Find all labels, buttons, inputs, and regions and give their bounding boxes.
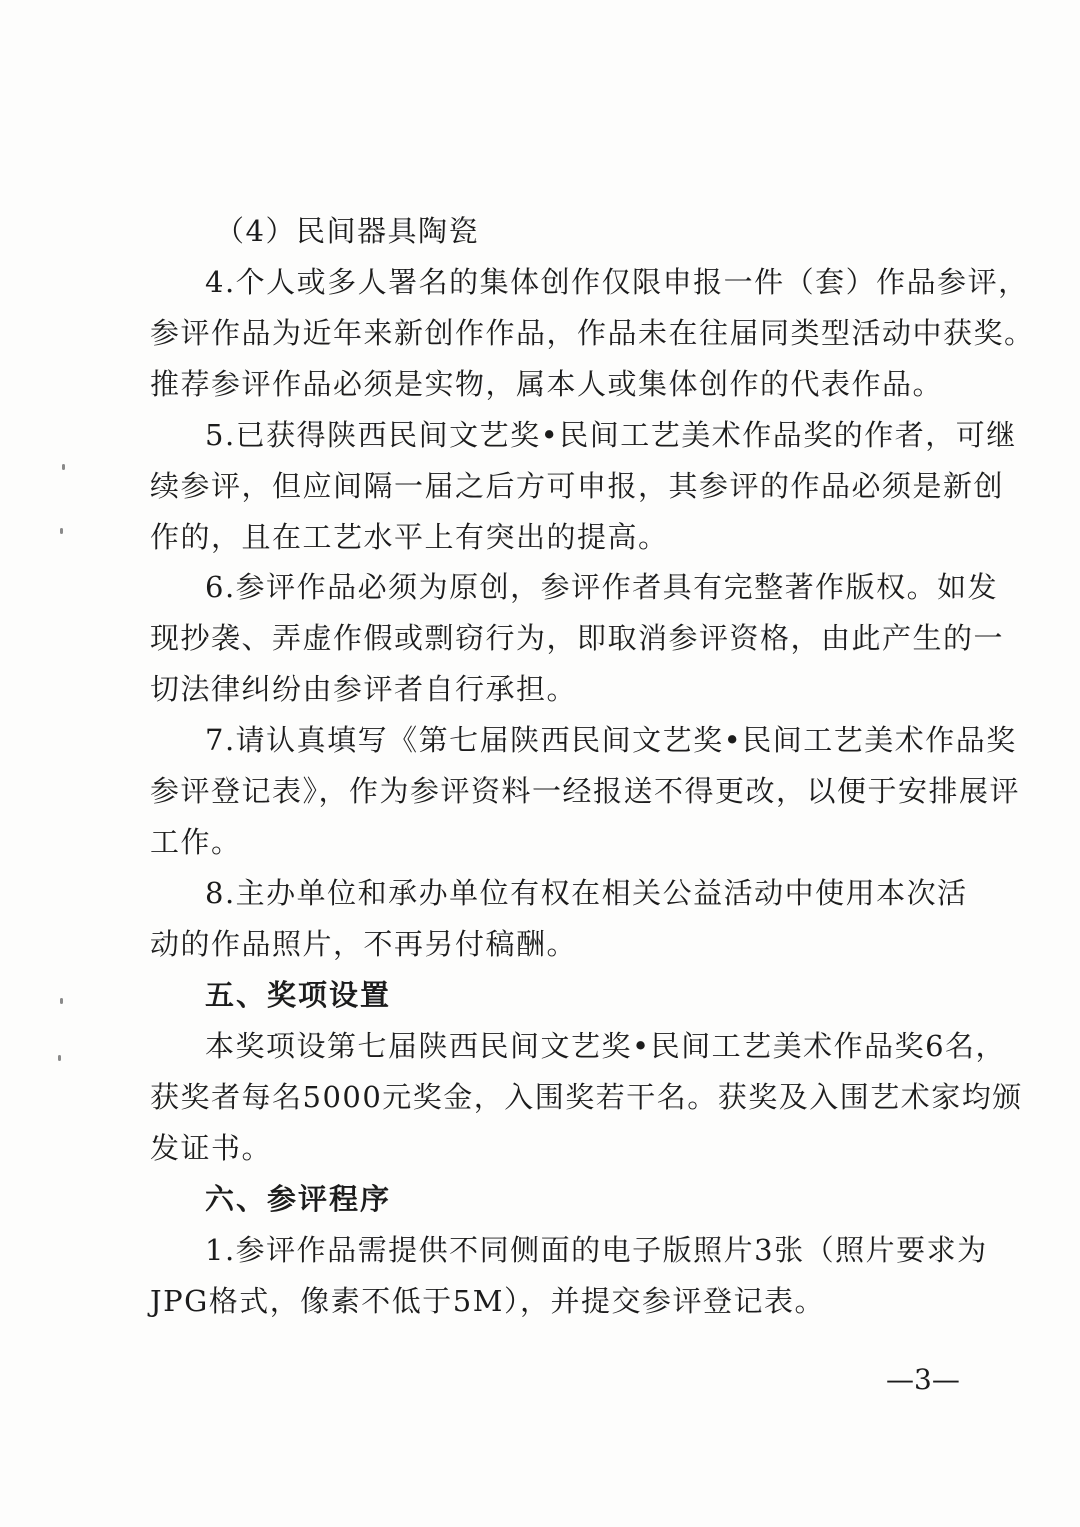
scan-speck: [58, 1055, 61, 1061]
clause-7-line-1: 7.请认真填写《第七届陕西民间文艺奖•民间工艺美术作品奖: [205, 723, 1017, 757]
clause-4-line-2: 参评作品为近年来新创作作品，作品未在往届同类型活动中获奖。: [150, 316, 1035, 350]
scan-speck: [62, 464, 65, 470]
section-6-heading: 六、参评程序: [205, 1182, 392, 1216]
clause-7-line-2: 参评登记表》，作为参评资料一经报送不得更改，以便于安排展评: [150, 774, 1021, 808]
section-5-heading: 五、奖项设置: [205, 978, 392, 1012]
awards-line-2: 获奖者每名5000元奖金，入围奖若干名。获奖及入围艺术家均颁: [150, 1080, 1023, 1114]
awards-line-1: 本奖项设第七届陕西民间文艺奖•民间工艺美术作品奖6名，: [205, 1029, 1007, 1063]
clause-5-line-3: 作的，且在工艺水平上有突出的提高。: [150, 520, 669, 554]
clause-5-line-2: 续参评，但应间隔一届之后方可申报，其参评的作品必须是新创: [150, 469, 1005, 503]
page-number: —3—: [886, 1363, 960, 1396]
clause-6-line-2: 现抄袭、弄虚作假或剽窃行为，即取消参评资格，由此产生的一: [150, 621, 1005, 655]
scan-speck: [60, 528, 63, 534]
clause-4-line-1: 4.个人或多人署名的集体创作仅限申报一件（套）作品参评，: [205, 265, 1029, 299]
clause-6-line-3: 切法律纠纷由参评者自行承担。: [150, 672, 578, 706]
clause-8-line-2: 动的作品照片，不再另付稿酬。: [150, 927, 578, 961]
procedure-1-line-1: 1.参评作品需提供不同侧面的电子版照片3张（照片要求为: [205, 1233, 988, 1267]
scan-speck: [60, 998, 63, 1004]
clause-4-line-3: 推荐参评作品必须是实物，属本人或集体创作的代表作品。: [150, 367, 944, 401]
awards-line-3: 发证书。: [150, 1131, 273, 1165]
item-4-ceramics: （4）民间器具陶瓷: [215, 214, 479, 248]
procedure-1-line-2: JPG格式，像素不低于5M），并提交参评登记表。: [150, 1284, 825, 1318]
clause-7-line-3: 工作。: [150, 825, 242, 859]
clause-8-line-1: 8.主办单位和承办单位有权在相关公益活动中使用本次活: [205, 876, 968, 910]
clause-6-line-1: 6.参评作品必须为原创，参评作者具有完整著作版权。如发: [205, 570, 999, 604]
clause-5-line-1: 5.已获得陕西民间文艺奖•民间工艺美术作品奖的作者，可继: [205, 418, 1017, 452]
